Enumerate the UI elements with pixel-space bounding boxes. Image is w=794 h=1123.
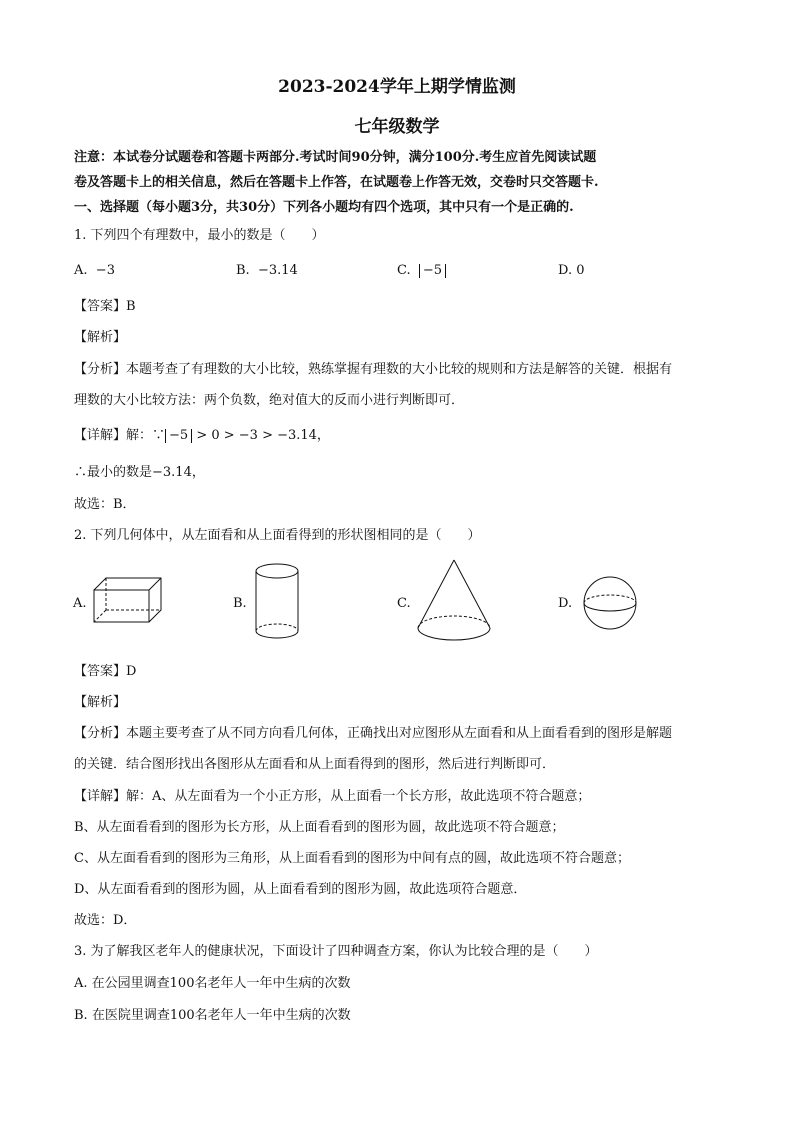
q1-detail-abs: −5 xyxy=(165,429,192,443)
q2-option-a-label: A. xyxy=(73,596,87,611)
q1-analysis-line-2: 理数的大小比较方法：两个负数，绝对值大的反而小进行判断即可． xyxy=(74,393,465,408)
exam-subtitle: 七年级数学 xyxy=(354,117,440,137)
section-heading: 一、选择题（每小题3分，共30分）下列各小题均有四个选项，其中只有一个是正确的. xyxy=(74,200,574,215)
q1-analysis-title: 【解析】 xyxy=(74,330,127,345)
exam-title: 2023-2024学年上期学情监测 xyxy=(278,77,516,97)
q1-analysis-line-1: 【分析】本题考查了有理数的大小比较，熟练掌握有理数的大小比较的规则和方法是解答的关键．根据有 xyxy=(74,362,673,377)
q1-conclusion: ∴最小的数是−3.14， xyxy=(74,465,205,480)
q3-option-b: B. 在医院里调查100名老年人一年中生病的次数 xyxy=(74,1008,351,1023)
q2-detail-d: D、从左面看看到的图形为圆，从上面看看到的图形为圆，故此选项符合题意． xyxy=(74,882,527,897)
sphere-figure xyxy=(580,574,640,632)
q1-option-d xyxy=(558,263,585,279)
q1-detail xyxy=(74,428,730,444)
q2-analysis-line-2: 的关键．结合图形找出各图形从左面看和从上面看得到的图形，然后进行判断即可． xyxy=(74,757,556,772)
q1-option-d-label: D. xyxy=(558,263,573,278)
q2-option-c-label: C. xyxy=(397,596,411,611)
q1-choice: 故选：B． xyxy=(74,497,136,512)
q1-detail-prefix: 【详解】解：∵ xyxy=(74,428,166,443)
q1-option-c xyxy=(397,263,446,279)
q2-choice: 故选：D． xyxy=(74,913,137,928)
q1-option-a-label: A. xyxy=(74,263,88,278)
q2-analysis-line-1: 【分析】本题主要考查了从不同方向看几何体，正确找出对应图形从左面看和从上面看看到的图形是解题 xyxy=(74,726,673,741)
q2-detail-c: C、从左面看看到的图形为三角形，从上面看看到的图形为中间有点的圆，故此选项不符合题意； xyxy=(74,851,630,866)
q1-option-d-value: 0 xyxy=(576,263,585,278)
q1-option-c-value: 5 xyxy=(433,263,443,278)
cone-figure xyxy=(414,556,494,648)
notice-line-2: 卷及答题卡上的相关信息，然后在答题卡上作答，在试题卷上作答无效，交卷时只交答题卡. xyxy=(74,175,599,190)
rectangular-prism-figure xyxy=(90,574,166,628)
q1-stem: 1. 下列四个有理数中，最小的数是（ ） xyxy=(74,228,325,243)
notice-line-1: 注意：本试卷分试题卷和答题卡两部分.考试时间90分钟，满分100分.考生应首先阅读试题 xyxy=(74,150,597,165)
q1-option-c-prefix: − xyxy=(422,263,434,278)
q2-answer: 【答案】D xyxy=(74,664,137,679)
q1-detail-rest: > 0 > −3 > −3.14， xyxy=(192,428,330,443)
q3-stem: 3. 为了解我区老年人的健康状况，下面设计了四种调查方案，你认为比较合理的是（ ） xyxy=(74,944,598,959)
q1-option-b-value: −3.14 xyxy=(257,263,298,278)
q1-answer: 【答案】B xyxy=(74,299,136,314)
q3-option-a: A. 在公园里调查100名老年人一年中生病的次数 xyxy=(74,976,351,991)
q1-option-a-value: −3 xyxy=(95,263,115,278)
q1-option-b-label: B. xyxy=(236,263,250,278)
q2-option-d-label: D. xyxy=(558,596,573,611)
q2-detail-b: B、从左面看看到的图形为长方形，从上面看看到的图形为圆，故此选项不符合题意； xyxy=(74,820,565,835)
q2-analysis-title: 【解析】 xyxy=(74,695,127,710)
q2-stem: 2. 下列几何体中，从左面看和从上面看得到的形状图相同的是（ ） xyxy=(74,528,481,543)
cylinder-figure xyxy=(252,561,302,643)
q2-option-b-label: B. xyxy=(233,596,247,611)
q2-detail-a: 【详解】解：A、从左面看为一个小正方形，从上面看一个长方形，故此选项不符合题意； xyxy=(74,789,591,804)
q1-option-a xyxy=(74,263,115,279)
q1-option-b xyxy=(236,263,298,279)
q1-option-c-label: C. xyxy=(397,263,411,278)
q1-option-c-abs xyxy=(419,264,446,278)
